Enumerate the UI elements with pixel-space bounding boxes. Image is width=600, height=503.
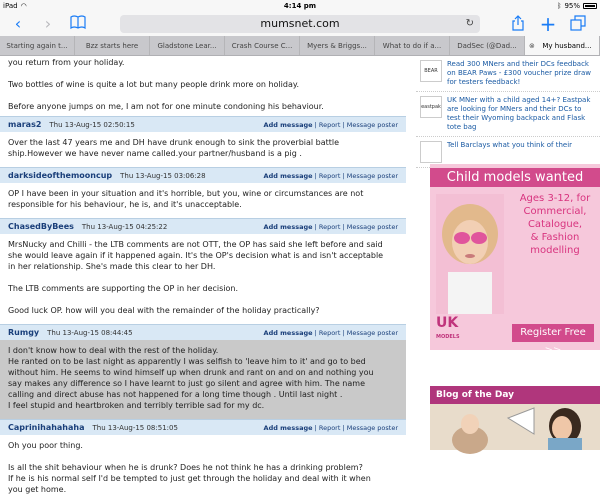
new-tab-icon[interactable]: + xyxy=(539,12,557,36)
battery-icon xyxy=(583,3,597,9)
post-text-line: Oh you poor thing. xyxy=(8,441,83,450)
post-text-line: she would leave again if it happened again. It's the OP's decision what is and isn't acceptable xyxy=(8,251,384,260)
post-author[interactable]: maras2 xyxy=(8,120,42,129)
browser-tab[interactable]: Starting again t... xyxy=(0,36,75,55)
post-text-line: If he is his normal self I'd be tempted to just get through the holiday and deal with it when xyxy=(8,474,371,483)
active-tab-label: My husband... xyxy=(542,42,592,50)
ad-photo xyxy=(436,194,504,314)
report-link[interactable]: Report xyxy=(318,171,341,180)
sidebar xyxy=(416,56,600,450)
post-text-line: you get home. xyxy=(8,485,67,494)
post-actions: Add message | Report | Message poster xyxy=(263,171,398,180)
post-text-line: MrsNucky and Chilli - the LTB comments are not OTT, the OP has said she left before and said xyxy=(8,240,383,249)
promo-thumbnail xyxy=(420,141,442,163)
add-message-link[interactable]: Add message xyxy=(263,222,313,231)
message-poster-link[interactable]: Message poster xyxy=(346,423,398,432)
device-label: iPad xyxy=(3,2,18,10)
report-link[interactable]: Report xyxy=(318,222,341,231)
blank-line xyxy=(8,90,398,101)
post-text-line: He ranted on to be last night as apparently I was selfish to 'leave him to it' and go to bed xyxy=(8,357,366,366)
add-message-link[interactable]: Add message xyxy=(263,120,313,129)
promo-text: Tell Barclays what you think of their xyxy=(447,141,573,149)
post-text-line: The LTB comments are supporting the OP in her decision. xyxy=(8,284,239,293)
post-author[interactable]: darksideofthemooncup xyxy=(8,171,113,180)
browser-tab-active[interactable] xyxy=(525,36,600,55)
post-text-line: responsible for his behaviour, he is, and it's unacceptable. xyxy=(8,200,242,209)
message-poster-link[interactable]: Message poster xyxy=(346,222,398,231)
ad-headline: Child models wanted xyxy=(430,168,600,187)
ad-copy-line: & Fashion xyxy=(530,232,580,243)
post-text-line: say makes any difference so I have learnt to just go silent and agree with him. The name xyxy=(8,379,365,388)
ad-copy-line: Ages 3-12, for xyxy=(519,193,591,204)
post-body xyxy=(0,234,406,324)
clock: 4:14 pm xyxy=(283,2,317,10)
advert-banner[interactable] xyxy=(430,164,600,356)
add-message-link[interactable]: Add message xyxy=(263,423,313,432)
ad-copy-line: modelling xyxy=(530,245,580,256)
ad-logo-subtext: MODELS xyxy=(436,334,460,340)
posts-list xyxy=(0,116,406,503)
post-actions: Add message | Report | Message poster xyxy=(263,120,398,129)
ad-register-button[interactable]: Register Free >> xyxy=(512,324,594,342)
share-icon[interactable] xyxy=(508,15,528,33)
browser-tab[interactable]: Gladstone Lear... xyxy=(150,36,225,55)
post-body xyxy=(0,435,406,503)
post-actions: Add message | Report | Message poster xyxy=(263,423,398,432)
add-message-link[interactable]: Add message xyxy=(263,328,313,337)
promo-item[interactable] xyxy=(416,56,600,92)
forward-icon[interactable]: › xyxy=(44,14,52,33)
report-link[interactable]: Report xyxy=(318,328,341,337)
ad-copy xyxy=(514,192,596,257)
promo-thumbnail: eastpak xyxy=(420,96,442,118)
post-text-line: I don't know how to deal with the rest of the holiday. xyxy=(8,346,219,355)
post-timestamp: Thu 13-Aug-15 03:06:28 xyxy=(120,171,206,180)
post-author[interactable]: ChasedByBees xyxy=(8,222,74,231)
post-timestamp: Thu 13-Aug-15 04:25:22 xyxy=(81,222,168,231)
browser-toolbar xyxy=(0,12,600,36)
tabs-overview-icon[interactable] xyxy=(568,15,588,33)
blog-photo xyxy=(430,404,600,450)
report-link[interactable]: Report xyxy=(318,423,341,432)
post-timestamp: Thu 13-Aug-15 08:51:05 xyxy=(92,423,178,432)
post-header xyxy=(0,218,406,234)
post-header xyxy=(0,419,406,435)
browser-tab[interactable]: Bzz starts here xyxy=(75,36,150,55)
promo-item[interactable] xyxy=(416,92,600,137)
report-link[interactable]: Report xyxy=(318,120,341,129)
ad-logo xyxy=(436,316,466,346)
post-author[interactable]: Rumgy xyxy=(8,328,40,337)
close-tab-icon[interactable]: ⊗ xyxy=(529,42,535,50)
thread-content xyxy=(0,56,406,494)
post-text-line: OP I have been in your situation and it's horrible, but you, wine or circumstances are not xyxy=(8,189,364,198)
post-text-line: calling and direct abuse has not happened for a long time though . Until last night . xyxy=(8,390,343,399)
ad-copy-line: Catalogue, xyxy=(527,219,583,230)
bookmarks-icon[interactable] xyxy=(68,15,88,33)
post-text-line: in her relationship. She's made this clear to her DH. xyxy=(8,262,216,271)
add-message-link[interactable]: Add message xyxy=(263,171,313,180)
post-actions: Add message | Report | Message poster xyxy=(263,328,398,337)
ad-copy-line: Commercial, xyxy=(523,206,587,217)
blog-title: Blog of the Day xyxy=(430,386,600,404)
post-body xyxy=(0,132,406,167)
post-body xyxy=(0,340,406,419)
post-author[interactable]: Caprinihahahaha xyxy=(8,423,85,432)
post-text-line: without him. He seems to wind himself up when drunk and rant on and on and nothing you xyxy=(8,368,374,377)
reload-icon[interactable]: ↻ xyxy=(465,18,474,29)
tab-bar xyxy=(0,36,600,56)
blank-line xyxy=(8,294,398,305)
post-text-line: Good luck OP. how will you deal with the remainder of the holiday practically? xyxy=(8,306,320,315)
post-text-line: you return from your holiday. xyxy=(8,58,125,67)
blank-line xyxy=(8,68,398,79)
post-text-line: Before anyone jumps on me, I am not for one minute condoning his behaviour. xyxy=(8,102,324,111)
browser-tab[interactable]: DadSec (@Dad... xyxy=(450,36,525,55)
message-poster-link[interactable]: Message poster xyxy=(346,171,398,180)
browser-tab[interactable]: What to do if a... xyxy=(375,36,450,55)
promo-text: Read 300 MNers and their DCs feedback on BEAR Paws - £300 voucher prize draw for testers feedback! xyxy=(447,60,591,86)
browser-tab[interactable]: Crash Course C... xyxy=(225,36,300,55)
post-body xyxy=(0,183,406,218)
promo-list xyxy=(416,56,600,168)
battery-percent: 95% xyxy=(564,2,580,10)
wifi-icon: ◠ xyxy=(20,2,27,10)
post-header xyxy=(0,324,406,340)
ad-logo-text: UK xyxy=(436,315,459,331)
post-text-line: Is all the shit behaviour when he is drunk? Does he not think he has a drinking problem? xyxy=(8,463,363,472)
blank-line xyxy=(8,451,398,462)
message-poster-link[interactable]: Message poster xyxy=(346,328,398,337)
promo-thumbnail: BEAR xyxy=(420,60,442,82)
post-timestamp: Thu 13-Aug-15 02:50:15 xyxy=(49,120,135,129)
post-text-line: I feel stupid and heartbroken and terribly terrible sad for my dc. xyxy=(8,401,265,410)
post-actions: Add message | Report | Message poster xyxy=(263,222,398,231)
message-poster-link[interactable]: Message poster xyxy=(346,120,398,129)
post-header xyxy=(0,167,406,183)
status-bar xyxy=(0,0,600,12)
post-timestamp: Thu 13-Aug-15 08:44:45 xyxy=(47,328,133,337)
blank-line xyxy=(8,272,398,283)
back-icon[interactable]: ‹ xyxy=(14,14,22,33)
promo-text: UK MNer with a child aged 14+? Eastpak are looking for MNers and their DCs to test their Wyoming backpack and Flask tote bag xyxy=(447,96,591,131)
post-text-line: ship.However we have never name called.your partner/husband is a pig . xyxy=(8,149,302,158)
bluetooth-icon: ᛒ xyxy=(557,2,562,10)
post-text-line: Two bottles of wine is quite a lot but many people drink more on holiday. xyxy=(8,80,300,89)
url-text: mumsnet.com xyxy=(260,17,340,30)
browser-tab[interactable]: Myers & Briggs... xyxy=(300,36,375,55)
post-text-line: Over the last 47 years me and DH have drunk enough to sink the proverbial battle xyxy=(8,138,340,147)
post-header xyxy=(0,116,406,132)
address-bar[interactable] xyxy=(120,15,480,33)
blog-of-the-day[interactable] xyxy=(430,386,600,450)
